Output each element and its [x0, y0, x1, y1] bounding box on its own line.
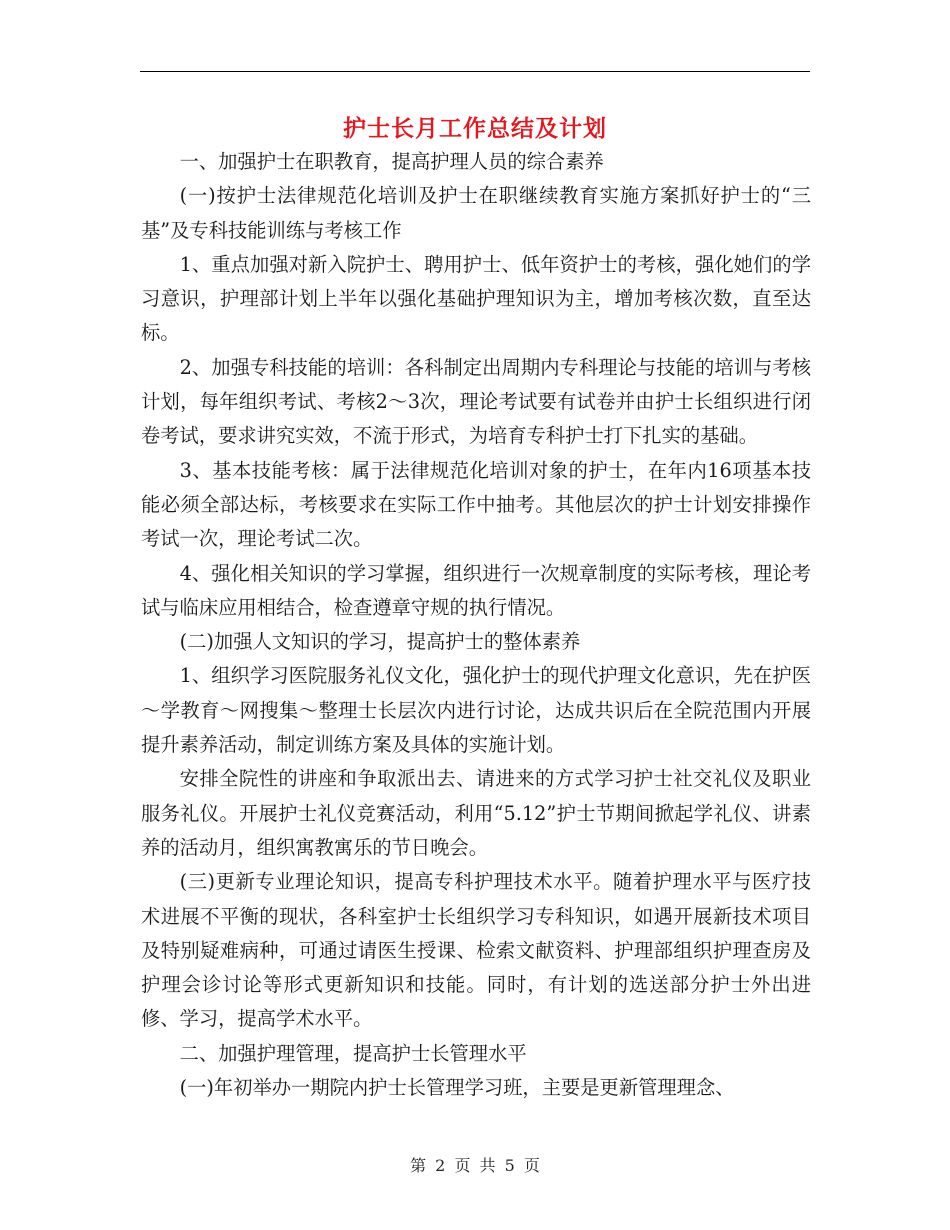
document-body	[141, 145, 811, 1105]
paragraph: 4、强化相关知识的学习掌握，组织进行一次规章制度的实际考核，理论考试与临床应用相结合，检查遵章守规的执行情况。	[141, 561, 811, 619]
subsection-heading-1-3: (三)更新专业理论知识，提高专科护理技术水平。随着护理水平与医疗技术进展不平衡的现状，各科室护士长组织学习专科知识，如遇开展新技术项目及特别疑难病种，可通过请医生授课、检索文献资料、护理部组织护理查房及护理会诊讨论等形式更新知识和技能。同时，有计划的选送部分护士外出进修、学习，提高学术水平。	[141, 870, 811, 1031]
subsection-heading-1-1: (一)按护士法律规范化培训及护士在职继续教育实施方案抓好护士的“三基”及专科技能训练与考核工作	[141, 184, 811, 242]
subsection-heading-1-2: (二)加强人文知识的学习，提高护士的整体素养	[179, 630, 581, 654]
section-heading-2: 二、加强护理管理，提高护士长管理水平	[179, 1041, 527, 1065]
paragraph: 1、重点加强对新入院护士、聘用护士、低年资护士的考核，强化她们的学习意识，护理部计划上半年以强化基础护理知识为主，增加考核次数，直至达标。	[141, 252, 811, 345]
paragraph: 2、加强专科技能的培训：各科制定出周期内专科理论与技能的培训与考核计划，每年组织考试、考核2～3次，理论考试要有试卷并由护士长组织进行闭卷考试，要求讲究实效，不流于形式，为培育专科护士打下扎实的基础。	[141, 355, 811, 448]
header-rule	[140, 71, 810, 72]
paragraph: 1、组织学习医院服务礼仪文化，强化护士的现代护理文化意识，先在护医～学教育～网搜集～整理士长层次内进行讨论，达成共识后在全院范围内开展提升素养活动，制定训练方案及具体的实施计划。	[141, 664, 811, 757]
paragraph: 安排全院性的讲座和争取派出去、请进来的方式学习护士社交礼仪及职业服务礼仪。开展护士礼仪竞赛活动，利用“5.12”护士节期间掀起学礼仪、讲素养的活动月，组织寓教寓乐的节日晚会。	[141, 767, 811, 859]
subsection-heading-2-1: (一)年初举办一期院内护士长管理学习班，主要是更新管理理念、	[179, 1076, 735, 1100]
paragraph: 3、基本技能考核：属于法律规范化培训对象的护士，在年内16项基本技能必须全部达标，考核要求在实际工作中抽考。其他层次的护士计划安排操作考试一次，理论考试二次。	[141, 458, 811, 551]
document-title: 护士长月工作总结及计划	[343, 116, 607, 142]
page-number-footer: 第 2 页 共 5 页	[410, 1156, 540, 1175]
section-heading-1: 一、加强护士在职教育，提高护理人员的综合素养	[179, 150, 604, 173]
